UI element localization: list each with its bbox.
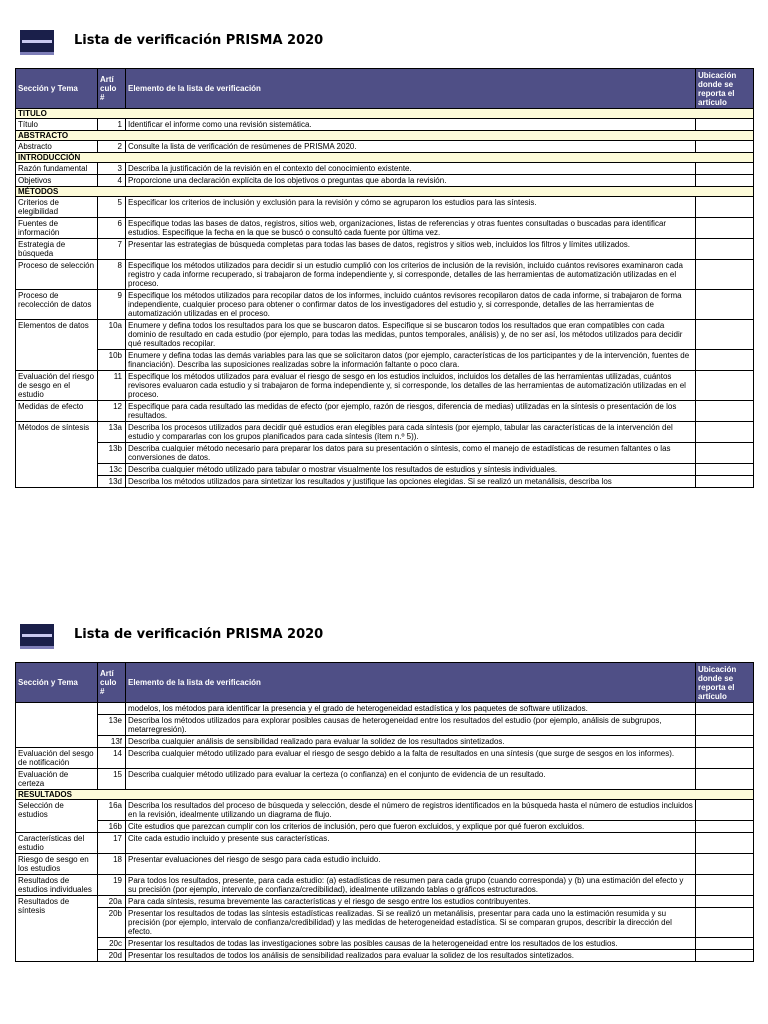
topic-cell: Selección de estudios (16, 800, 98, 833)
item-number-cell: 9 (98, 290, 126, 320)
item-number-cell: 16b (98, 821, 126, 833)
location-cell[interactable] (696, 476, 754, 488)
item-number-cell: 10b (98, 350, 126, 371)
element-cell: Especifique todas las bases de datos, registros, sitios web, organizaciones, listas de referencias y otras fuentes consultadas o buscadas para identificar estudios. Especifique la fecha en la que se buscó o consultó cada fuente por última vez. (126, 218, 696, 239)
item-number-cell: 13c (98, 464, 126, 476)
element-cell: Cite cada estudio incluido y presente sus características. (126, 833, 696, 854)
location-cell[interactable] (696, 703, 754, 715)
element-cell: Presentar los resultados de todos los análisis de sensibilidad realizados para evaluar la solidez de los resultados sintetizados. (126, 950, 696, 962)
section-row (16, 109, 754, 119)
page-2 (0, 594, 768, 1024)
item-number-cell: 16a (98, 800, 126, 821)
topic-cell: Medidas de efecto (16, 401, 98, 422)
topic-cell: Evaluación de certeza (16, 769, 98, 790)
section-heading: ABSTRACTO (16, 131, 754, 141)
table-row (16, 350, 754, 371)
item-number-cell: 4 (98, 175, 126, 187)
element-cell: Enumere y defina todas las demás variables para las que se solicitaron datos (por ejemplo, características de los participantes y de la intervención, fuentes de financiación). Describa las suposiciones realizadas sobre la información faltante o poco clara. (126, 350, 696, 371)
element-cell: Enumere y defina todos los resultados para los que se buscaron datos. Especifique si se buscaron todos los resultados que eran compatibles con cada dominio de resultado en cada estudio (por ejemplo, para todas las medidas, puntos temporales, análisis) y, de no ser así, los métodos utilizados para decidir qué resultados recopilar. (126, 320, 696, 350)
location-cell[interactable] (696, 769, 754, 790)
element-cell: Describa los procesos utilizados para decidir qué estudios eran elegibles para cada síntesis (por ejemplo, tabular las características de la intervención del estudio y compararlas con los grupos planificados para cada síntesis (ítem n.º 5)). (126, 422, 696, 443)
table-row (16, 119, 754, 131)
item-number-cell: 20d (98, 950, 126, 962)
table-row (16, 260, 754, 290)
location-cell[interactable] (696, 119, 754, 131)
section-row (16, 131, 754, 141)
location-cell[interactable] (696, 833, 754, 854)
section-row (16, 790, 754, 800)
table-row (16, 938, 754, 950)
location-cell[interactable] (696, 443, 754, 464)
table-row (16, 769, 754, 790)
location-cell[interactable] (696, 163, 754, 175)
section-heading: INTRODUCCIÓN (16, 153, 754, 163)
element-cell: Presentar evaluaciones del riesgo de sesgo para cada estudio incluido. (126, 854, 696, 875)
location-cell[interactable] (696, 141, 754, 153)
location-cell[interactable] (696, 175, 754, 187)
topic-cell: Objetivos (16, 175, 98, 187)
topic-cell: Características del estudio (16, 833, 98, 854)
table-row (16, 736, 754, 748)
section-heading: TITULO (16, 109, 754, 119)
element-cell: Identificar el informe como una revisión sistemática. (126, 119, 696, 131)
element-cell: Describa cualquier análisis de sensibilidad realizado para evaluar la solidez de los resultados sintetizados. (126, 736, 696, 748)
location-cell[interactable] (696, 908, 754, 938)
location-cell[interactable] (696, 854, 754, 875)
item-number-cell: 13d (98, 476, 126, 488)
table-row (16, 218, 754, 239)
section-heading: MÉTODOS (16, 187, 754, 197)
table-row (16, 854, 754, 875)
location-cell[interactable] (696, 938, 754, 950)
item-number-cell (98, 703, 126, 715)
location-cell[interactable] (696, 821, 754, 833)
element-cell: Presentar los resultados de todas las síntesis estadísticas realizadas. Si se realizó un metanálisis, presentar para cada uno la estimación resumida y su precisión (por ejemplo, intervalo de confianza/credibilidad) y las medidas de heterogeneidad estadística. Si se comparan grupos, describir la dirección del efecto. (126, 908, 696, 938)
element-cell: Para todos los resultados, presente, para cada estudio: (a) estadísticas de resumen para cada grupo (cuando corresponda) y (b) una estimación del efecto y su precisión (por ejemplo, intervalo de confianza/credibilidad), idealmente utilizando tablas o gráficos estructurados. (126, 875, 696, 896)
table-row (16, 290, 754, 320)
element-cell: Describa los métodos utilizados para explorar posibles causas de heterogeneidad entre los resultados del estudio (por ejemplo, análisis de subgrupos, metarregresión). (126, 715, 696, 736)
table-row (16, 175, 754, 187)
table-row (16, 422, 754, 443)
section-row (16, 153, 754, 163)
header-item: Artí culo # (98, 69, 126, 109)
element-cell: Describa cualquier método utilizado para evaluar el riesgo de sesgo debido a la falta de resultados en una síntesis (que surge de sesgos en los informes). (126, 748, 696, 769)
topic-cell: Proceso de recolección de datos (16, 290, 98, 320)
location-cell[interactable] (696, 350, 754, 371)
element-cell: Describa los resultados del proceso de búsqueda y selección, desde el número de registros identificados en la búsqueda hasta el número de estudios incluidos en la revisión, idealmente utilizando un diagrama de flujo. (126, 800, 696, 821)
section-row (16, 187, 754, 197)
header-section: Sección y Tema (16, 663, 98, 703)
item-number-cell: 15 (98, 769, 126, 790)
item-number-cell: 13f (98, 736, 126, 748)
table-row (16, 908, 754, 938)
item-number-cell: 13e (98, 715, 126, 736)
location-cell[interactable] (696, 800, 754, 821)
topic-cell (16, 703, 98, 748)
element-cell: Describa cualquier método necesario para preparar los datos para su presentación o síntesis, como el manejo de estadísticas de resumen faltantes o las conversiones de datos. (126, 443, 696, 464)
table-row (16, 800, 754, 821)
topic-cell: Resultados de estudios individuales (16, 875, 98, 896)
location-cell[interactable] (696, 239, 754, 260)
location-cell[interactable] (696, 197, 754, 218)
location-cell[interactable] (696, 896, 754, 908)
table-row (16, 703, 754, 715)
item-number-cell: 8 (98, 260, 126, 290)
location-cell[interactable] (696, 715, 754, 736)
element-cell: Especificar los criterios de inclusión y exclusión para la revisión y cómo se agruparon los estudios para las síntesis. (126, 197, 696, 218)
location-cell[interactable] (696, 218, 754, 239)
item-number-cell: 20b (98, 908, 126, 938)
table-row (16, 141, 754, 153)
item-number-cell: 20c (98, 938, 126, 950)
header-location: Ubicación donde se reporta el artículo (696, 663, 754, 703)
table-row (16, 833, 754, 854)
header-element: Elemento de la lista de verificación (126, 663, 696, 703)
table-row (16, 896, 754, 908)
topic-cell: Abstracto (16, 141, 98, 153)
item-number-cell: 10a (98, 320, 126, 350)
element-cell: Cite estudios que parezcan cumplir con los criterios de inclusión, pero que fueron excluidos, y explique por qué fueron excluidos. (126, 821, 696, 833)
checklist-body (16, 703, 754, 962)
location-cell[interactable] (696, 950, 754, 962)
topic-cell: Evaluación del riesgo de sesgo en el estudio (16, 371, 98, 401)
table-row (16, 748, 754, 769)
element-cell: Proporcione una declaración explícita de los objetivos o preguntas que aborda la revisión. (126, 175, 696, 187)
topic-cell: Título (16, 119, 98, 131)
element-cell: Describa cualquier método utilizado para evaluar la certeza (o confianza) en el conjunto de evidencia de un resultado. (126, 769, 696, 790)
element-cell: Consulte la lista de verificación de resúmenes de PRISMA 2020. (126, 141, 696, 153)
location-cell[interactable] (696, 260, 754, 290)
page-header (0, 594, 768, 662)
item-number-cell: 6 (98, 218, 126, 239)
topic-cell: Criterios de elegibilidad (16, 197, 98, 218)
location-cell[interactable] (696, 422, 754, 443)
element-cell: Para cada síntesis, resuma brevemente las características y el riesgo de sesgo entre los estudios contribuyentes. (126, 896, 696, 908)
table-row (16, 464, 754, 476)
item-number-cell: 19 (98, 875, 126, 896)
element-cell: Especifique los métodos utilizados para decidir si un estudio cumplió con los criterios de inclusión de la revisión, incluido cuántos revisores examinaron cada registro y cada informe recuperado, si trabajaron de forma independiente y, si corresponde, detalles de las herramientas de automatización utilizadas en el proceso. (126, 260, 696, 290)
page-title: Lista de verificación PRISMA 2020 (74, 33, 324, 48)
item-number-cell: 11 (98, 371, 126, 401)
topic-cell: Resultados de síntesis (16, 896, 98, 962)
item-number-cell: 1 (98, 119, 126, 131)
item-number-cell: 12 (98, 401, 126, 422)
location-cell[interactable] (696, 320, 754, 350)
element-cell: Especifique para cada resultado las medidas de efecto (por ejemplo, razón de riesgos, diferencia de medias) utilizadas en la síntesis o presentación de los resultados. (126, 401, 696, 422)
section-heading: RESULTADOS (16, 790, 754, 800)
topic-cell: Evaluación del sesgo de notificación (16, 748, 98, 769)
item-number-cell: 2 (98, 141, 126, 153)
table-row (16, 163, 754, 175)
checklist-table (15, 68, 754, 488)
location-cell[interactable] (696, 290, 754, 320)
header-location: Ubicación donde se reporta el artículo (696, 69, 754, 109)
item-number-cell: 17 (98, 833, 126, 854)
table-row (16, 401, 754, 422)
header-section: Sección y Tema (16, 69, 98, 109)
prisma-logo-icon (20, 30, 54, 55)
element-cell: Describa cualquier método utilizado para tabular o mostrar visualmente los resultados de estudios y síntesis individuales. (126, 464, 696, 476)
table-row (16, 320, 754, 350)
table-row (16, 821, 754, 833)
item-number-cell: 18 (98, 854, 126, 875)
topic-cell: Fuentes de información (16, 218, 98, 239)
prisma-logo-icon (20, 624, 54, 649)
item-number-cell: 13a (98, 422, 126, 443)
table-row (16, 239, 754, 260)
table-row (16, 371, 754, 401)
location-cell[interactable] (696, 464, 754, 476)
header-item: Artí culo # (98, 663, 126, 703)
topic-cell: Métodos de síntesis (16, 422, 98, 488)
element-cell: Describa los métodos utilizados para sintetizar los resultados y justifique las opciones elegidas. Si se realizó un metanálisis, describa los (126, 476, 696, 488)
item-number-cell: 20a (98, 896, 126, 908)
element-cell: Especifique los métodos utilizados para recopilar datos de los informes, incluido cuántos revisores recopilaron datos de cada informe, si trabajaron de forma independiente, cualquier proceso para obtener o confirmar datos de los investigadores del estudio y, si corresponde, detalles de las herramientas de automatización utilizadas en el proceso. (126, 290, 696, 320)
location-cell[interactable] (696, 371, 754, 401)
table-row (16, 443, 754, 464)
topic-cell: Estrategia de búsqueda (16, 239, 98, 260)
location-cell[interactable] (696, 748, 754, 769)
topic-cell: Elementos de datos (16, 320, 98, 371)
item-number-cell: 14 (98, 748, 126, 769)
topic-cell: Proceso de selección (16, 260, 98, 290)
header-element: Elemento de la lista de verificación (126, 69, 696, 109)
location-cell[interactable] (696, 736, 754, 748)
item-number-cell: 5 (98, 197, 126, 218)
location-cell[interactable] (696, 401, 754, 422)
table-row (16, 197, 754, 218)
location-cell[interactable] (696, 875, 754, 896)
element-cell: Describa la justificación de la revisión en el contexto del conocimiento existente. (126, 163, 696, 175)
element-cell: Especifique los métodos utilizados para evaluar el riesgo de sesgo en los estudios incluidos, incluidos los detalles de las herramientas utilizadas, cuántos revisores evaluaron cada estudio y si trabajaron de forma independiente y, si corresponde, los detalles de las herramientas de automatización utilizadas en el proceso. (126, 371, 696, 401)
item-number-cell: 3 (98, 163, 126, 175)
checklist-body (16, 109, 754, 488)
table-row (16, 476, 754, 488)
item-number-cell: 7 (98, 239, 126, 260)
item-number-cell: 13b (98, 443, 126, 464)
table-row (16, 875, 754, 896)
topic-cell: Riesgo de sesgo en los estudios (16, 854, 98, 875)
checklist-table (15, 662, 754, 962)
page-header (0, 0, 768, 68)
page-title: Lista de verificación PRISMA 2020 (74, 627, 324, 642)
element-cell: modelos, los métodos para identificar la presencia y el grado de heterogeneidad estadística y los paquetes de software utilizados. (126, 703, 696, 715)
element-cell: Presentar las estrategias de búsqueda completas para todas las bases de datos, registros y sitios web, incluidos los filtros y límites utilizados. (126, 239, 696, 260)
table-row (16, 715, 754, 736)
table-row (16, 950, 754, 962)
topic-cell: Razón fundamental (16, 163, 98, 175)
element-cell: Presentar los resultados de todas las investigaciones sobre las posibles causas de la heterogeneidad entre los resultados de los estudios. (126, 938, 696, 950)
